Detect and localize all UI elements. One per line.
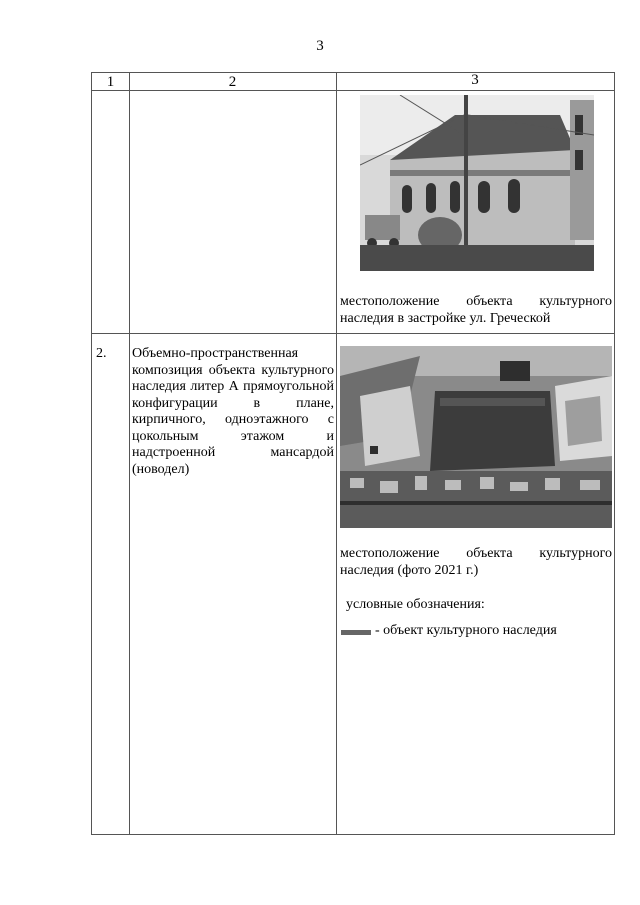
column-header-2: 2 [129,73,336,91]
photo-caption: местоположение объекта культурного наследия в застройке ул. Греческой [340,294,612,326]
column-divider [336,73,337,834]
object-description: Объемно-пространственная композиция объекта культурного наследия литер А прямоугольной конфигурации в плане, кирпичного, одноэтажного с цокольным этажом и надстроенной мансардой (новодел) [132,346,334,477]
column-header-1: 1 [92,73,129,91]
column-divider [129,73,130,834]
row-divider [92,333,614,334]
row-number: 2. [96,346,107,361]
legend-item-label: - объект культурного наследия [375,623,557,638]
legend-swatch [341,630,371,635]
column-header-3: 3 [336,73,614,91]
aerial-photo [340,346,612,528]
facade-photo [360,95,594,271]
photo-caption: местоположение объекта культурного наследия (фото 2021 г.) [340,546,612,578]
page-number: 3 [316,38,324,54]
legend-title: условные обозначения: [346,597,485,612]
document-table [91,72,615,835]
